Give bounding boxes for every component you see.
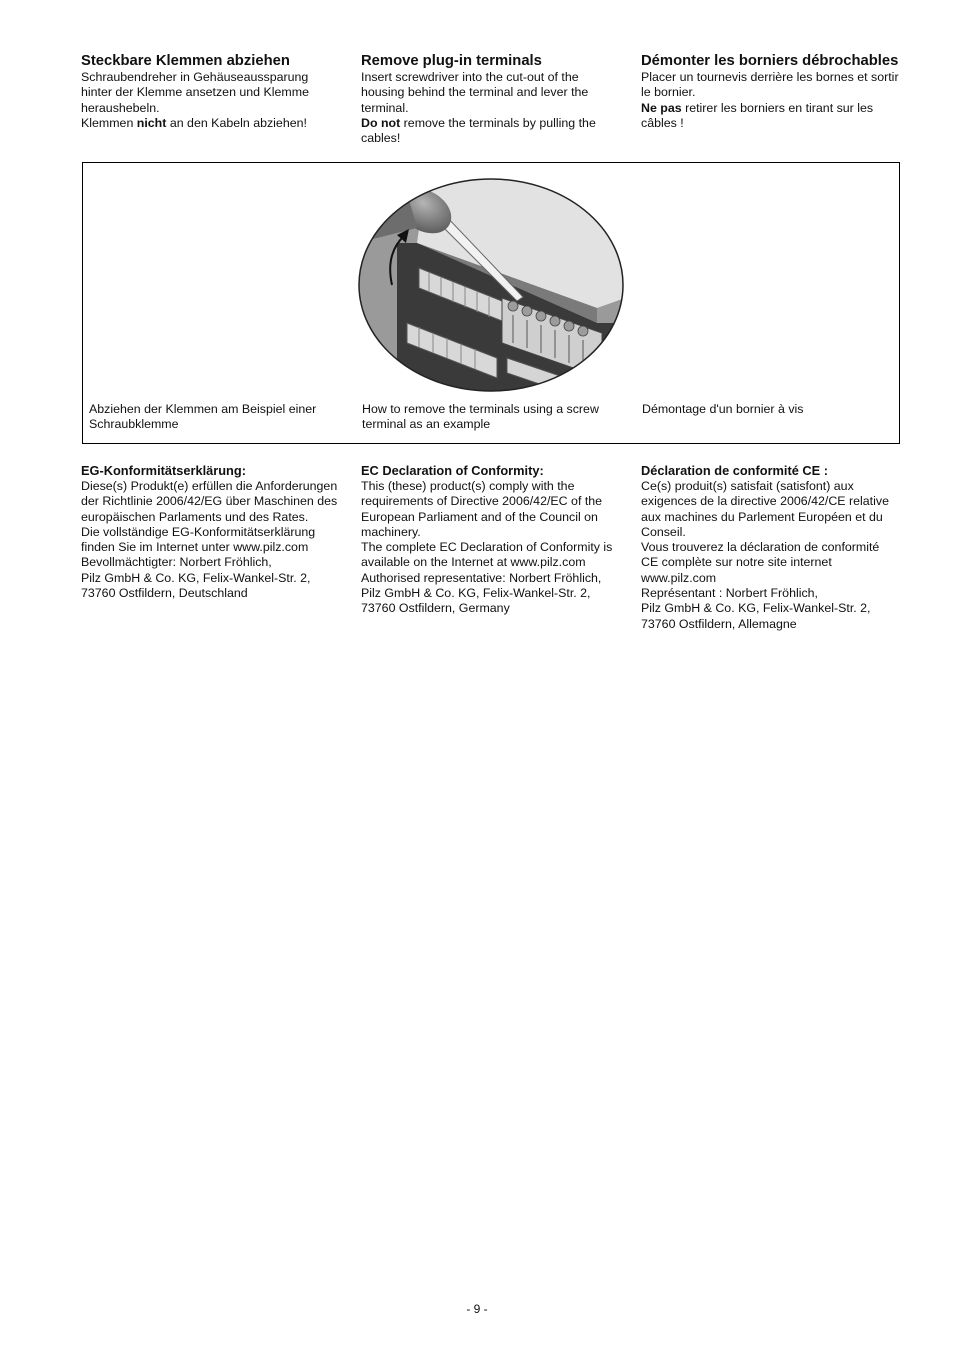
warning-text (361, 116, 619, 147)
instruction-text: Insert screwdriver into the cut-out of the housing behind the terminal and lever the terminal. (361, 70, 589, 115)
declaration-address-1: Pilz GmbH & Co. KG, Felix-Wankel-Str. 2, (641, 601, 871, 616)
figure-caption-de: Abziehen der Klemmen am Beispiel einer Schraubklemme (89, 402, 317, 432)
declaration-address-1: Pilz GmbH & Co. KG, Felix-Wankel-Str. 2, (81, 570, 311, 585)
figure-caption-fr: Démontage d'un bornier à vis (642, 402, 804, 416)
warning-pre: Klemmen (81, 115, 137, 130)
declaration-de (81, 463, 339, 601)
declaration-full: Die vollständige EG-Konformitätserklärung finden Sie im Internet unter www.pilz.com (81, 524, 316, 555)
instruction-text: Schraubendreher in Gehäuseaussparung hinter der Klemme ansetzen und Klemme heraushebeln. (81, 70, 309, 115)
section-title: Remove plug-in terminals (361, 53, 542, 69)
declaration-title: EG-Konformitätserklärung: (81, 463, 246, 478)
warning-text (81, 116, 339, 131)
declaration-title: Déclaration de conformité CE : (641, 463, 829, 478)
section-fr (641, 52, 899, 131)
declaration-address-2: 73760 Ostfildern, Germany (361, 601, 510, 616)
declaration-body: Diese(s) Produkt(e) erfüllen die Anforderungen der Richtlinie 2006/42/EG über Maschinen des europäischen Parlaments und des Rates. (81, 479, 338, 524)
terminal-removal-illustration (357, 173, 625, 393)
declaration-rep: Authorised representative: Norbert Fröhlich, (361, 570, 602, 585)
figure-caption-en: How to remove the terminals using a screw terminal as an example (362, 402, 599, 432)
warning-emphasis: Ne pas (641, 100, 682, 115)
declaration-address-1: Pilz GmbH & Co. KG, Felix-Wankel-Str. 2, (361, 586, 591, 601)
instruction-text: Placer un tournevis derrière les bornes et sortir le bornier. (641, 70, 899, 100)
declaration-full: The complete EC Declaration of Conformity is available on the Internet at www.pilz.com (361, 540, 613, 570)
declaration-rep: Bevollmächtigter: Norbert Fröhlich, (81, 555, 272, 570)
declaration-full: Vous trouverez la déclaration de conformité CE complète sur notre site internet www.pilz.com (641, 540, 880, 585)
declaration-fr (641, 463, 899, 632)
declaration-address-2: 73760 Ostfildern, Allemagne (641, 616, 797, 631)
declaration-body: Ce(s) produit(s) satisfait (satisfont) aux exigences de la directive 2006/42/CE relative aux machines du Parlement Européen et du Conseil. (641, 479, 889, 539)
figure-box (82, 162, 900, 444)
section-de (81, 52, 339, 131)
declaration-rep: Représentant : Norbert Fröhlich, (641, 586, 818, 601)
warning-post: an den Kabeln abziehen! (166, 115, 307, 130)
warning-post: retirer les borniers en tirant sur les câbles ! (641, 100, 874, 130)
section-title: Démonter les borniers débrochables (641, 53, 899, 69)
declaration-en (361, 463, 619, 617)
page-number: - 9 - (466, 1302, 488, 1316)
declaration-body: This (these) product(s) comply with the requirements of Directive 2006/42/EC of the European Parliament and of the Council on machinery. (361, 479, 603, 539)
section-title: Steckbare Klemmen abziehen (81, 53, 290, 69)
warning-post: remove the terminals by pulling the cables! (361, 115, 596, 146)
declaration-address-2: 73760 Ostfildern, Deutschland (81, 586, 248, 601)
declaration-title: EC Declaration of Conformity: (361, 463, 544, 478)
warning-text (641, 101, 899, 132)
warning-emphasis: nicht (136, 115, 167, 130)
section-en (361, 52, 619, 146)
warning-emphasis: Do not (361, 115, 401, 130)
